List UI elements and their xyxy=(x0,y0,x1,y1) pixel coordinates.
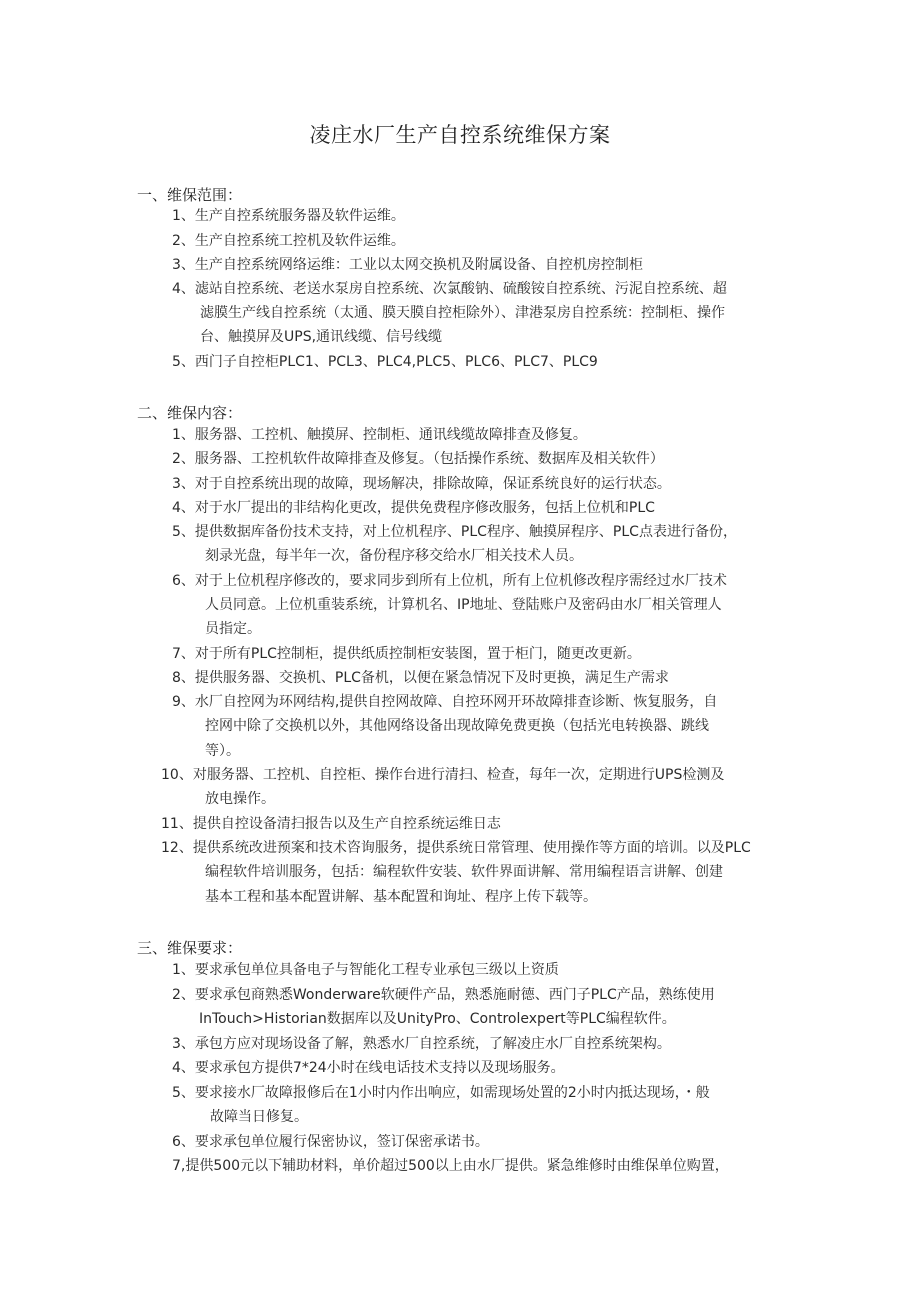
document-title: 凌庄水厂生产自控系统维保方案 xyxy=(309,123,611,147)
list-item: 1、生产自控系统服务器及软件运维。 xyxy=(172,208,405,224)
section-heading-scope: 一、维保范围： xyxy=(137,186,243,204)
list-item: 2、生产自控系统工控机及软件运维。 xyxy=(172,233,405,249)
list-item-continuation: InTouch>Historian数据库以及UnityPro、Controlexpert等PLC编程软件。 xyxy=(199,1011,676,1027)
list-item-continuation: 放电操作。 xyxy=(205,791,275,807)
list-item-continuation: 刻录光盘，每半年一次，备份程序移交给水厂相关技术人员。 xyxy=(205,548,583,564)
list-item: 2、要求承包商熟悉Wonderware软硬件产品，熟悉施耐德、西门子PLC产品，熟练使用 xyxy=(172,987,715,1003)
list-item-continuation: 控网中除了交换机以外，其他网络设备出现故障免费更换（包括光电转换器、跳线 xyxy=(205,718,709,734)
list-item-continuation: 故障当日修复。 xyxy=(210,1109,308,1125)
list-item: 5、西门子自控柜PLC1、PCL3、PLC4,PLC5、PLC6、PLC7、PLC9 xyxy=(172,354,598,370)
list-item: 7、对于所有PLC控制柜，提供纸质控制柜安装图，置于柜门，随更改更新。 xyxy=(172,646,641,662)
list-item: 6、要求承包单位履行保密协议，签订保密承诺书。 xyxy=(172,1134,489,1150)
list-item: 1、要求承包单位具备电子与智能化工程专业承包三级以上资质 xyxy=(172,962,559,978)
list-item: 10、对服务器、工控机、自控柜、操作台进行清扫、检查，每年一次，定期进行UPS检测及 xyxy=(161,767,725,783)
list-item: 4、要求承包方提供7*24小时在线电话技术支持以及现场服务。 xyxy=(172,1060,565,1076)
list-item: 1、服务器、工控机、触摸屏、控制柜、通讯线缆故障排查及修复。 xyxy=(172,427,587,443)
list-item-continuation: 人员同意。上位机重装系统，计算机名、IP地址、登陆账户及密码由水厂相关管理人 xyxy=(205,597,722,613)
section-heading-content: 二、维保内容： xyxy=(137,404,243,422)
list-item: 2、服务器、工控机软件故障排查及修复。（包括操作系统、数据库及相关软件） xyxy=(172,451,664,467)
list-item: 3、生产自控系统网络运维：工业以太网交换机及附属设备、自控机房控制柜 xyxy=(172,257,643,273)
list-item: 5、要求接水厂故障报修后在1小时内作出响应，如需现场处置的2小时内抵达现场，・般 xyxy=(172,1085,710,1101)
list-item-continuation: 台、触摸屏及UPS,通讯线缆、信号线缆 xyxy=(200,329,443,345)
list-item: 7,提供500元以下辅助材料，单价超过500以上由水厂提供。紧急维修时由维保单位购置， xyxy=(172,1158,729,1174)
list-item: 3、对于自控系统出现的故障，现场解决，排除故障，保证系统良好的运行状态。 xyxy=(172,476,671,492)
list-item-continuation: 员指定。 xyxy=(205,621,261,637)
list-item-continuation: 等）。 xyxy=(205,743,240,759)
list-item: 12、提供系统改进预案和技术咨询服务，提供系统日常管理、使用操作等方面的培训。以及PLC xyxy=(161,840,751,856)
list-item: 11、提供自控设备清扫报告以及生产自控系统运维日志 xyxy=(161,816,501,832)
list-item: 8、提供服务器、交换机、PLC备机，以便在紧急情况下及时更换，满足生产需求 xyxy=(172,670,669,686)
list-item: 4、滤站自控系统、老送水泵房自控系统、次氯酸钠、硫酸铵自控系统、污泥自控系统、超 xyxy=(172,281,727,297)
list-item: 5、提供数据库备份技术支持，对上位机程序、PLC程序、触摸屏程序、PLC点表进行备份， xyxy=(172,524,737,540)
list-item-continuation: 基本工程和基本配置讲解、基本配置和询址、程序上传下载等。 xyxy=(205,889,597,905)
list-item: 4、对于水厂提出的非结构化更改，提供免费程序修改服务，包括上位机和PLC xyxy=(172,500,655,516)
list-item: 6、对于上位机程序修改的，要求同步到所有上位机，所有上位机修改程序需经过水厂技术 xyxy=(172,573,727,589)
list-item-continuation: 滤膜生产线自控系统（太通、膜天膜自控柜除外）、津港泵房自控系统：控制柜、操作 xyxy=(200,305,725,321)
list-item: 3、承包方应对现场设备了解，熟悉水厂自控系统，了解凌庄水厂自控系统架构。 xyxy=(172,1036,671,1052)
section-heading-requirements: 三、维保要求： xyxy=(137,939,243,957)
list-item-continuation: 编程软件培训服务，包括：编程软件安装、软件界面讲解、常用编程语言讲解、创建 xyxy=(205,864,723,880)
list-item: 9、水厂自控网为环网结构,提供自控网故障、自控环网开环故障排查诊断、恢复服务，自 xyxy=(172,694,718,710)
